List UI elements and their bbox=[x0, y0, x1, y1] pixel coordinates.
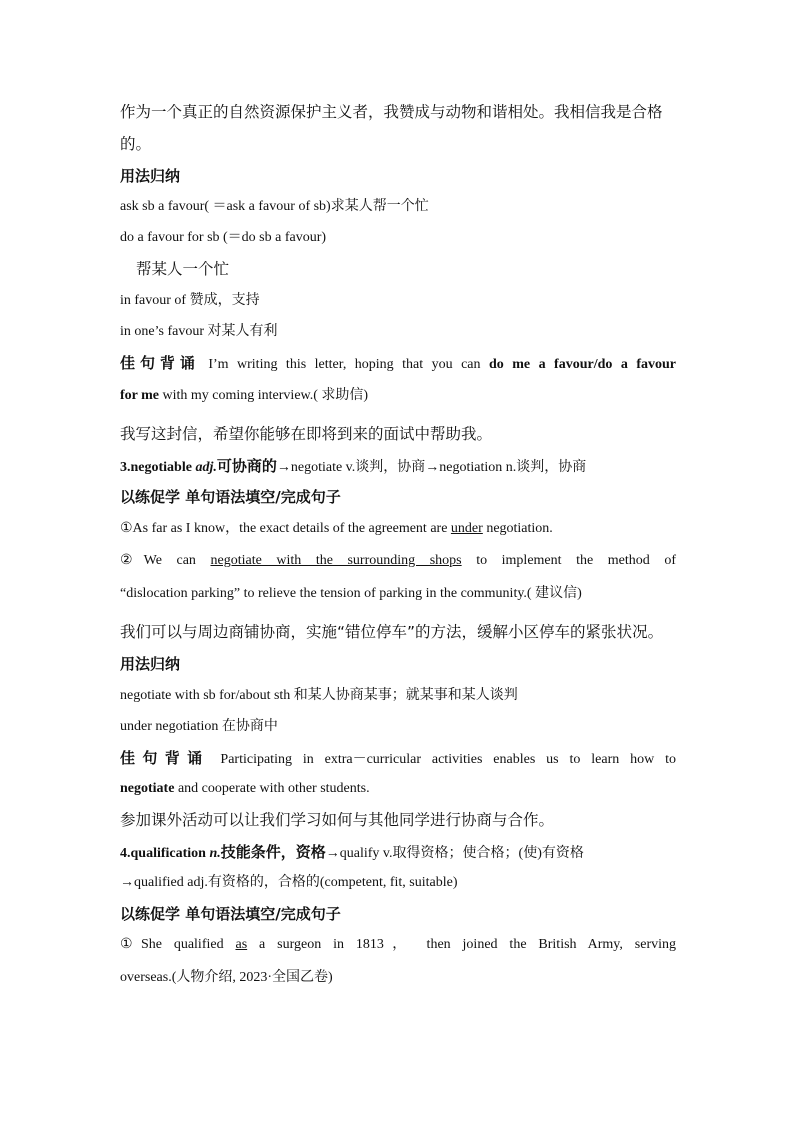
entry-word: qualification bbox=[130, 846, 206, 861]
exercise-item bbox=[120, 519, 676, 539]
entry-pos: adj. bbox=[195, 460, 217, 475]
entry-word: negotiable bbox=[130, 460, 192, 475]
example-sentence-continued bbox=[120, 386, 676, 406]
usage-item: in one’s favour 对某人有利 bbox=[120, 324, 278, 339]
exercise-answer: under bbox=[450, 521, 483, 536]
vocab-entry-continued: →qualified adj.有资格的，合格的(competent, fit, suitable) bbox=[120, 875, 458, 890]
usage-item: negotiate with sb for/about sth 和某人协商某事；就某事和某人谈判 bbox=[120, 688, 518, 703]
translation-line: 作为一个真正的自然资源保护主义者，我赞成与动物和谐相处。我相信我是合格 bbox=[120, 103, 663, 121]
entry-definition: 可协商的 bbox=[216, 457, 277, 475]
exercise-text: a surgeon in 1813， then joined the British Army, serving bbox=[247, 937, 677, 952]
entry-pos: n. bbox=[209, 846, 221, 861]
exercise-text: ②We can bbox=[120, 553, 211, 568]
example-label: 佳句背诵 bbox=[120, 749, 210, 767]
exercise-translation: 我们可以与周边商铺协商，实施“错位停车”的方法，缓解小区停车的紧张状况。 bbox=[120, 623, 664, 641]
vocab-entry-qualification bbox=[120, 842, 676, 864]
entry-derivatives: →qualify v.取得资格；使合格；(使)有资格 bbox=[325, 846, 584, 861]
example-text: and cooperate with other students. bbox=[174, 781, 370, 796]
section-heading-usage: 用法归纳 bbox=[120, 655, 181, 673]
example-text: with my coming interview.( 求助信) bbox=[159, 388, 369, 403]
example-translation: 参加课外活动可以让我们学习如何与其他同学进行协商与合作。 bbox=[120, 811, 555, 829]
example-sentence-continued bbox=[120, 779, 676, 799]
section-heading-practice: 以练促学 单句语法填空/完成句子 bbox=[120, 488, 341, 506]
section-heading-usage: 用法归纳 bbox=[120, 167, 181, 185]
exercise-text: ①As far as I know，the exact details of the agreement are bbox=[120, 521, 451, 536]
example-highlight: for me bbox=[120, 388, 159, 403]
example-sentence bbox=[120, 353, 676, 375]
exercise-item bbox=[120, 551, 676, 571]
entry-number: 4. bbox=[120, 846, 131, 861]
example-text: I’m writing this letter, hoping that you can bbox=[208, 357, 489, 372]
entry-definition: 技能条件，资格 bbox=[220, 843, 326, 861]
usage-item: do a favour for sb (＝do sb a favour) bbox=[120, 230, 327, 245]
exercise-text: ①She qualified bbox=[120, 937, 236, 952]
translation-line-continued: 的。 bbox=[120, 135, 152, 153]
exercise-text: to implement the method of bbox=[461, 553, 676, 568]
example-highlight: negotiate bbox=[120, 781, 175, 796]
example-highlight: do me a favour/do a favour bbox=[488, 357, 676, 372]
usage-item-meaning: 帮某人一个忙 bbox=[136, 260, 230, 278]
vocab-entry-negotiable bbox=[120, 456, 676, 478]
entry-number: 3. bbox=[120, 460, 131, 475]
example-text: Participating in extra－curricular activities enables us to learn how to bbox=[220, 752, 676, 767]
exercise-item bbox=[120, 935, 676, 955]
usage-item: in favour of 赞成，支持 bbox=[120, 293, 260, 308]
entry-derivatives: →negotiate v.谈判，协商→negotiation n.谈判，协商 bbox=[276, 460, 587, 475]
exercise-answer: as bbox=[235, 937, 248, 952]
exercise-item-continued: overseas.(人物介绍, 2023·全国乙卷) bbox=[120, 970, 333, 985]
example-label: 佳句背诵 bbox=[120, 354, 200, 372]
usage-item: ask sb a favour( ＝ask a favour of sb)求某人帮一个忙 bbox=[120, 199, 429, 214]
exercise-answer: negotiate with the surrounding shops bbox=[210, 553, 462, 568]
usage-item: under negotiation 在协商中 bbox=[120, 719, 278, 734]
exercise-text: negotiation. bbox=[482, 521, 553, 536]
section-heading-practice: 以练促学 单句语法填空/完成句子 bbox=[120, 905, 341, 923]
example-sentence bbox=[120, 748, 676, 770]
exercise-item-continued: “dislocation parking” to relieve the tension of parking in the community.( 建议信) bbox=[120, 586, 582, 601]
example-translation: 我写这封信，希望你能够在即将到来的面试中帮助我。 bbox=[120, 425, 493, 443]
